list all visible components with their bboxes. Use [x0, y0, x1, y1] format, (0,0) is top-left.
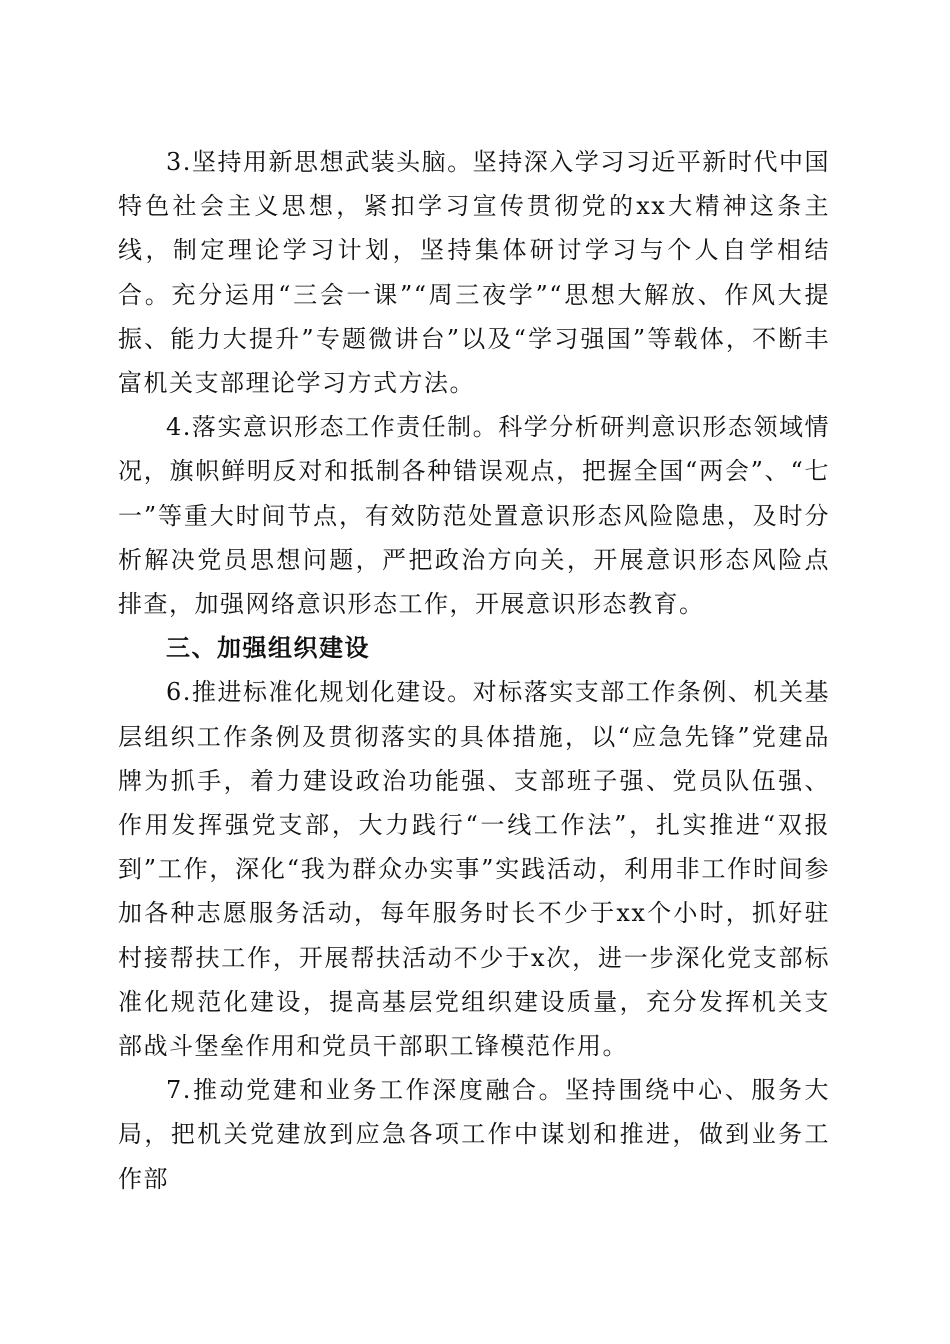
paragraph-6-standardization: 6.推进标准化规划化建设。对标落实支部工作条例、机关基层组织工作条例及贯彻落实的具体措施，以“应急先锋”党建品牌为抓手，着力建设政治功能强、支部班子强、党员队伍强、作用发挥强党支部，大力践行“一线工作法”，扎实推进“双报到”工作，深化“我为群众办实事”实践活动，利用非工作时间参加各种志愿服务活动，每年服务时长不少于xx个小时，抓好驻村接帮扶工作，开展帮扶活动不少于x次，进一步深化党支部标准化规范化建设，提高基层党组织建设质量，充分发挥机关支部战斗堡垒作用和党员干部职工锋模范作用。 [118, 678, 830, 1061]
paragraph-7-integration: 7.推动党建和业务工作深度融合。坚持围绕中心、服务大局，把机关党建放到应急各项工作中谋划和推进，做到业务工作部 [118, 1076, 830, 1193]
section-heading-organization: 三、加强组织建设 [166, 634, 370, 663]
document-body [118, 140, 830, 1201]
paragraph-4-ideology-responsibility: 4.落实意识形态工作责任制。科学分析研判意识形态领域情况，旗帜鲜明反对和抵制各种错误观点，把握全国“两会”、“七一”等重大时间节点，有效防范处置意识形态风险隐患，及时分析解决党员思想问题，严把政治方向关，开展意识形态风险点排查，加强网络意识形态工作，开展意识形态教育。 [118, 413, 830, 619]
paragraph-3-ideological-arming: 3.坚持用新思想武装头脑。坚持深入学习习近平新时代中国特色社会主义思想，紧扣学习宣传贯彻党的xx大精神这条主线，制定理论学习计划，坚持集体研讨学习与个人自学相结合。充分运用“三会一课”“周三夜学”“思想大解放、作风大提振、能力大提升”专题微讲台”以及“学习强国”等载体，不断丰富机关支部理论学习方式方法。 [118, 148, 830, 398]
